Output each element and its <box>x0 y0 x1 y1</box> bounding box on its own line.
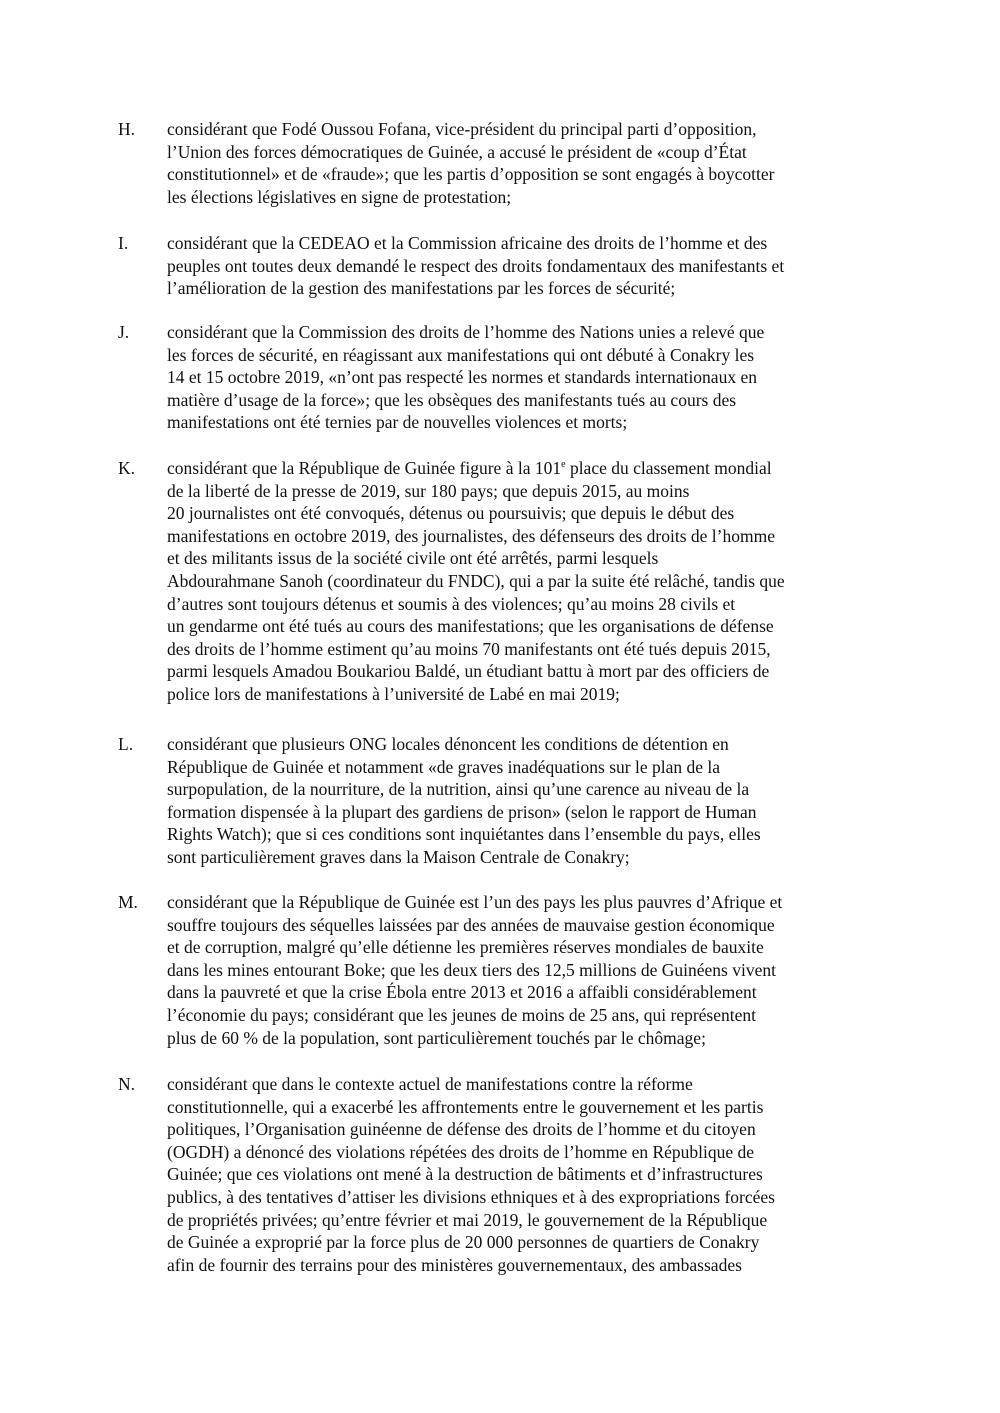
text-line: 14 et 15 octobre 2019, «n’ont pas respecté les normes et standards internationaux en <box>167 367 757 388</box>
text-line: manifestations ont été ternies par de nouvelles violences et morts; <box>167 412 628 433</box>
text-line: l’amélioration de la gestion des manifestations par les forces de sécurité; <box>167 278 676 299</box>
text-line: considérant que plusieurs ONG locales dénoncent les conditions de détention en <box>167 734 729 754</box>
text-line: de propriétés privées; qu’entre février et mai 2019, le gouvernement de la République <box>167 1209 768 1230</box>
clause-letter: M. <box>118 892 138 912</box>
text-line: les forces de sécurité, en réagissant aux manifestations qui ont débuté à Conakry les <box>167 344 755 365</box>
text-line: constitutionnelle, qui a exacerbé les affrontements entre le gouvernement et les partis <box>167 1096 764 1117</box>
text-fragment: considérant que la République de Guinée figure à la 101 <box>167 458 562 478</box>
text-line: de la liberté de la presse de 2019, sur 180 pays; que depuis 2015, au moins <box>167 480 690 501</box>
text-line: de Guinée a exproprié par la force plus de 20 000 personnes de quartiers de Conakry <box>167 1232 760 1253</box>
text-line: formation dispensée à la plupart des gardiens de prison» (selon le rapport de Human <box>167 801 757 822</box>
text-line: Guinée; que ces violations ont mené à la destruction de bâtiments et d’infrastructures <box>167 1164 763 1185</box>
text-line: considérant que la CEDEAO et la Commission africaine des droits de l’homme et des <box>167 233 768 253</box>
text-line: considérant que la République de Guinée est l’un des pays les plus pauvres d’Afrique et <box>167 892 783 912</box>
text-line: politiques, l’Organisation guinéenne de défense des droits de l’homme et du citoyen <box>167 1119 756 1140</box>
text-line: et des militants issus de la société civile ont été arrêtés, parmi lesquels <box>167 548 659 569</box>
text-line: peuples ont toutes deux demandé le respect des droits fondamentaux des manifestants et <box>167 255 785 276</box>
text-line: (OGDH) a dénoncé des violations répétées des droits de l’homme en République de <box>167 1141 755 1162</box>
text-line: dans les mines entourant Boke; que les deux tiers des 12,5 millions de Guinéens vivent <box>167 959 776 980</box>
text-line: République de Guinée et notamment «de graves inadéquations sur le plan de la <box>167 756 721 777</box>
text-line: les élections législatives en signe de protestation; <box>167 186 512 207</box>
text-line: considérant que dans le contexte actuel de manifestations contre la réforme <box>167 1074 693 1094</box>
text-line: dans la pauvreté et que la crise Ébola entre 2013 et 2016 a affaibli considérablement <box>167 982 757 1003</box>
text-line: afin de fournir des terrains pour des ministères gouvernementaux, des ambassades <box>167 1254 742 1275</box>
text-line: plus de 60 % de la population, sont particulièrement touchés par le chômage; <box>167 1027 706 1048</box>
text-line: parmi lesquels Amadou Boukariou Baldé, un étudiant battu à mort par des officiers de <box>167 661 770 682</box>
text-line: l’économie du pays; considérant que les jeunes de moins de 25 ans, qui représentent <box>167 1004 757 1025</box>
text-line: et de corruption, malgré qu’elle détienne les premières réserves mondiales de bauxite <box>167 937 764 958</box>
text-line: considérant que Fodé Oussou Fofana, vice-président du principal parti d’opposition, <box>167 119 757 139</box>
clause-text <box>167 321 887 434</box>
text-line: un gendarme ont été tués au cours des manifestations; que les organisations de défense <box>167 616 774 637</box>
clause-letter: J. <box>118 322 130 342</box>
clause-letter: H. <box>118 119 136 139</box>
text-line: Rights Watch); que si ces conditions sont inquiétantes dans l’ensemble du pays, elles <box>167 824 761 845</box>
clause-text <box>167 118 887 208</box>
clause-letter: N. <box>118 1074 136 1094</box>
clause-text <box>167 733 887 869</box>
clause-letter: I. <box>118 233 129 253</box>
text-line: police lors de manifestations à l’université de Labé en mai 2019; <box>167 683 620 704</box>
text-line: d’autres sont toujours détenus et soumis à des violences; qu’au moins 28 civils et <box>167 593 736 614</box>
clause-letter: L. <box>118 734 134 754</box>
text-line: des droits de l’homme estiment qu’au moins 70 manifestants ont été tués depuis 2015, <box>167 638 771 659</box>
text-line: 20 journalistes ont été convoqués, détenus ou poursuivis; que depuis le début des <box>167 503 735 524</box>
ordinal-superscript: e <box>561 459 566 471</box>
text-line: manifestations en octobre 2019, des journalistes, des défenseurs des droits de l’homme <box>167 525 775 546</box>
text-line: matière d’usage de la force»; que les obsèques des manifestants tués au cours des <box>167 389 737 410</box>
clause-text <box>167 457 887 706</box>
text-fragment: place du classement mondial <box>565 458 772 478</box>
text-line: sont particulièrement graves dans la Maison Centrale de Conakry; <box>167 846 630 867</box>
text-line: Abdourahmane Sanoh (coordinateur du FNDC), qui a par la suite été relâché, tandis que <box>167 570 785 591</box>
clause-text <box>167 1073 887 1276</box>
clause-letter: K. <box>118 458 136 478</box>
text-line: constitutionnel» et de «fraude»; que les partis d’opposition se sont engagés à boycotter <box>167 164 775 185</box>
text-line <box>167 457 887 480</box>
text-line: considérant que la Commission des droits de l’homme des Nations unies a relevé que <box>167 322 765 342</box>
text-line: publics, à des tentatives d’attiser les divisions ethniques et à des expropriations forcées <box>167 1186 775 1207</box>
text-line: surpopulation, de la nourriture, de la nutrition, ainsi qu’une carence au niveau de la <box>167 779 750 800</box>
clause-text <box>167 891 887 1049</box>
clause-text <box>167 232 887 300</box>
text-line: l’Union des forces démocratiques de Guinée, a accusé le président de «coup d’État <box>167 141 747 162</box>
text-line: souffre toujours des séquelles laissées par des années de mauvaise gestion économique <box>167 914 775 935</box>
